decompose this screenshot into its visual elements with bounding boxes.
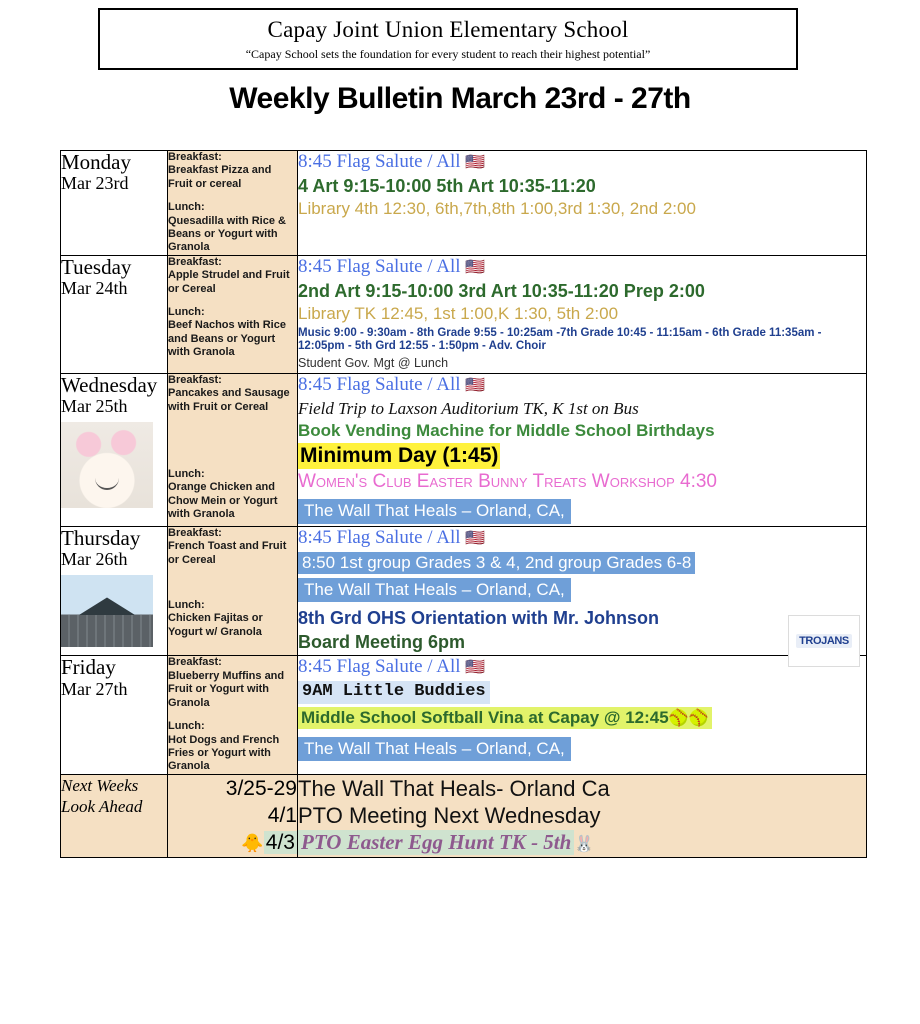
table-row — [61, 526, 867, 656]
breakfast-label: Breakfast: — [168, 526, 222, 539]
lunch-label: Lunch: — [168, 720, 205, 733]
look-ahead-label — [61, 774, 168, 857]
look-ahead-label-line2: Look Ahead — [61, 796, 143, 816]
day-date: Mar 26th — [61, 548, 128, 569]
softball-game-text: Middle School Softball Vina at Capay @ 12:45 — [301, 707, 669, 727]
flag-salute-event — [298, 151, 866, 174]
table-row — [61, 373, 867, 526]
events-cell-wednesday — [298, 373, 867, 526]
lunch-text: Quesadilla with Rice & Beans or Yogurt with Granola — [168, 214, 286, 254]
ohs-orientation-event: 8th Grd OHS Orientation with Mr. Johnson — [298, 608, 660, 629]
events-cell-friday — [298, 656, 867, 774]
school-header — [98, 8, 798, 70]
lunch-text: Orange Chicken and Chow Mein or Yogurt with Granola — [168, 481, 278, 521]
flag-salute-text: 8:45 Flag Salute / All — [298, 255, 461, 277]
day-name: Monday — [61, 150, 131, 174]
field-trip-event: Field Trip to Laxson Auditorium TK, K 1st on Bus — [298, 398, 639, 418]
table-row — [61, 151, 867, 256]
library-schedule-event: Library 4th 12:30, 6th,7th,8th 1:00,3rd 1:30, 2nd 2:00 — [298, 199, 696, 219]
day-name: Wednesday — [61, 372, 158, 397]
look-ahead-row — [61, 774, 867, 857]
day-name: Tuesday — [61, 254, 132, 279]
student-government-event: Student Gov. Mgt @ Lunch — [298, 355, 449, 370]
table-row — [61, 255, 867, 373]
page-title: Weekly Bulletin March 23rd - 27th — [229, 82, 691, 115]
flag-salute-event — [298, 374, 866, 397]
breakfast-text: French Toast and Fruit or Cereal — [168, 540, 287, 566]
us-flag-icon: 🇺🇸 — [465, 529, 486, 547]
school-motto: “Capay School sets the foundation for every student to reach their highest potential” — [245, 46, 651, 61]
breakfast-label: Breakfast: — [168, 255, 222, 268]
meal-cell-wednesday — [168, 373, 298, 526]
look-ahead-date-2: 4/1 — [267, 804, 297, 828]
breakfast-label: Breakfast: — [168, 656, 222, 669]
look-ahead-dates — [168, 774, 298, 857]
lunch-label: Lunch: — [168, 467, 205, 480]
flag-salute-event — [298, 656, 866, 679]
breakfast-label: Breakfast: — [168, 151, 222, 163]
chick-icon: 🐥 — [241, 833, 264, 854]
day-cell-thursday — [61, 526, 168, 656]
meal-cell-friday — [168, 656, 298, 774]
art-schedule-event: 2nd Art 9:15-10:00 3rd Art 10:35-11:20 Prep 2:00 — [298, 280, 705, 301]
wall-that-heals-badge: The Wall That Heals – Orland, CA, — [298, 737, 571, 761]
day-cell-friday — [61, 656, 168, 774]
lunch-label: Lunch: — [168, 598, 205, 611]
meal-cell-monday — [168, 151, 298, 256]
meal-cell-thursday — [168, 526, 298, 656]
look-ahead-event-3: PTO Easter Egg Hunt TK - 5th — [298, 830, 574, 855]
flag-salute-text: 8:45 Flag Salute / All — [298, 373, 461, 395]
day-cell-tuesday — [61, 255, 168, 373]
board-meeting-event: Board Meeting 6pm — [298, 631, 466, 652]
day-date: Mar 25th — [61, 395, 128, 416]
breakfast-text: Blueberry Muffins and Fruit or Yogurt with Granola — [168, 669, 285, 709]
day-cell-wednesday — [61, 373, 168, 526]
look-ahead-date-1: 3/25-29 — [225, 776, 297, 800]
lunch-text: Chicken Fajitas or Yogurt w/ Granola — [168, 612, 263, 638]
wall-visit-groups-badge: 8:50 1st group Grades 3 & 4, 2nd group Grades 6-8 — [298, 552, 695, 574]
minimum-day-badge: Minimum Day (1:45) — [300, 444, 499, 468]
day-cell-monday — [61, 151, 168, 256]
table-row — [61, 656, 867, 774]
us-flag-icon: 🇺🇸 — [465, 258, 486, 276]
flag-salute-event — [298, 527, 866, 550]
events-cell-thursday — [298, 526, 867, 656]
look-ahead-event-2: PTO Meeting Next Wednesday — [298, 803, 601, 829]
day-date: Mar 24th — [61, 277, 128, 298]
us-flag-icon: 🇺🇸 — [465, 376, 486, 394]
flag-salute-event — [298, 256, 866, 279]
library-schedule-event: Library TK 12:45, 1st 1:00,K 1:30, 5th 2:00 — [298, 304, 619, 324]
easter-bunny-treat-image — [61, 422, 153, 508]
bunny-icon: 🐰 — [574, 835, 595, 853]
look-ahead-events — [298, 774, 867, 857]
day-date: Mar 27th — [61, 678, 128, 699]
events-cell-tuesday — [298, 255, 867, 373]
womens-club-workshop-event: Women's Club Easter Bunny Treats Workshop 4:30 — [298, 470, 718, 492]
breakfast-text: Pancakes and Sausage with Fruit or Cereal — [168, 387, 290, 413]
us-flag-icon: 🇺🇸 — [465, 659, 486, 677]
softball-icon: 🥎🥎 — [668, 709, 709, 727]
flag-salute-text: 8:45 Flag Salute / All — [298, 526, 461, 548]
look-ahead-label-line1: Next Weeks — [61, 775, 139, 795]
art-schedule-event: 4 Art 9:15-10:00 5th Art 10:35-11:20 — [298, 175, 596, 196]
softball-game-event — [298, 707, 712, 729]
little-buddies-event: 9AM Little Buddies — [298, 681, 490, 703]
school-name: Capay Joint Union Elementary School — [267, 16, 629, 42]
wall-that-heals-badge: The Wall That Heals – Orland, CA, — [298, 578, 571, 602]
weekly-bulletin-table — [60, 150, 867, 858]
breakfast-text: Apple Strudel and Fruit or Cereal — [168, 269, 290, 295]
trojans-logo-text: TROJANS — [796, 634, 852, 648]
look-ahead-date-3: 4/3 — [265, 831, 295, 855]
day-name: Thursday — [61, 525, 141, 550]
day-name: Friday — [61, 655, 116, 680]
events-cell-monday — [298, 151, 867, 256]
lunch-text: Hot Dogs and French Fries or Yogurt with Granola — [168, 733, 280, 773]
flag-salute-text: 8:45 Flag Salute / All — [298, 151, 461, 172]
day-date: Mar 23rd — [61, 173, 129, 194]
book-vending-machine-event: Book Vending Machine for Middle School Birthdays — [298, 420, 715, 440]
wall-that-heals-image — [61, 575, 153, 647]
wall-that-heals-badge: The Wall That Heals – Orland, CA, — [298, 499, 571, 523]
meal-cell-tuesday — [168, 255, 298, 373]
breakfast-label: Breakfast: — [168, 373, 222, 386]
music-schedule-event: Music 9:00 - 9:30am - 8th Grade 9:55 - 10:25am -7th Grade 10:45 - 11:15am - 6th Grade 11:35am - 12:05pm - 5th Grd 12:55 - 1:50pm - Adv. Choir — [298, 326, 822, 353]
look-ahead-event-1: The Wall That Heals- Orland Ca — [298, 775, 610, 801]
us-flag-icon: 🇺🇸 — [465, 154, 486, 171]
flag-salute-text: 8:45 Flag Salute / All — [298, 656, 461, 678]
lunch-label: Lunch: — [168, 201, 205, 214]
lunch-text: Beef Nachos with Rice and Beans or Yogurt with Granola — [168, 319, 286, 359]
breakfast-text: Breakfast Pizza and Fruit or cereal — [168, 164, 272, 190]
lunch-label: Lunch: — [168, 306, 205, 319]
